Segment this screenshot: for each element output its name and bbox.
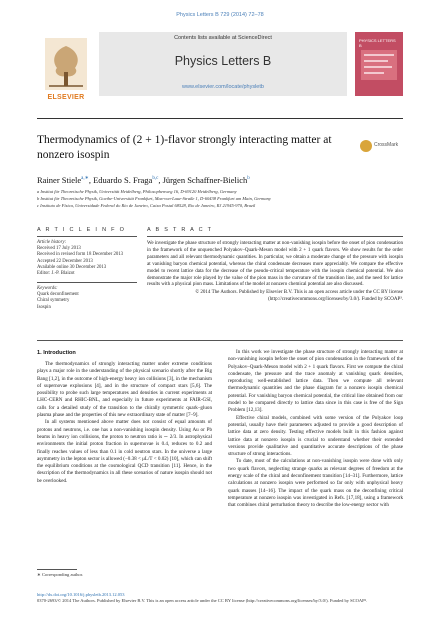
left-column [37,361,212,485]
crossmark-icon [360,140,372,152]
article-info-heading: A R T I C L E I N F O [37,227,126,233]
history-item: Received 17 July 2013 [37,246,81,252]
journal-homepage-link[interactable]: www.elsevier.com/locate/physletb [182,84,264,90]
author-affiliation-marker[interactable]: a,∗ [81,176,89,182]
history-item: Editor: J.-P. Blaizot [37,271,75,277]
right-column [228,349,403,510]
front-matter-rule [37,340,403,341]
elsevier-logo[interactable] [37,32,95,104]
footnote-rule [37,569,77,570]
publisher-name: ELSEVIER [47,94,85,101]
author-affiliation-marker[interactable]: b,c [152,176,159,182]
crossmark-label: CrossMark [374,142,399,148]
journal-citation[interactable]: Physics Letters B 729 (2014) 72–78 [176,12,264,18]
author-list: Rainer Stiele$^{a,∗}$, Eduardo S. Fraga$^{b,c}$, Jürgen Schaffner-Bielich$^b$ [37,175,250,185]
contents-line[interactable]: Contents lists available at ScienceDirect [174,35,272,41]
cover-title: PHYSICS LETTERS B [359,38,396,48]
journal-title: Physics Letters B [174,54,272,68]
author-name[interactable]: Eduardo S. Fraga [93,175,153,185]
history-item: Received in revised form 18 December 2013 [37,252,124,258]
keyword: Isospin [37,304,51,310]
keyword: Chiral symmetry [37,298,70,304]
author-affiliation-marker[interactable]: b [247,176,250,182]
history-label: Article history: [37,240,67,245]
affiliation: b Institut für Theoretische Physik, Goethe-Universität Frankfurt, Max-von-Laue-Straße 1, D-60438 Frankfurt am Main, Germany [37,196,271,201]
affiliation: a Institut für Theoretische Physik, Universität Heidelberg, Philosophenweg 16, D-69120 Heidelberg, Germany [37,189,237,194]
history-item: Accepted 22 December 2013 [37,258,93,264]
journal-cover-thumbnail[interactable] [355,32,403,96]
abstract-text: We investigate the phase structure of strongly interacting matter at non-vanishing isospin before the onset of pion condensation in the framework of the unquenched Polyakov–Quark-Meson model with 2 + 1 quark flavors. We show results for the order parameters and all relevant thermodynamic quantities. In particular, we obtain a moderate change of the pressure with isospin at vanishing baryon chemical potential, whereas the chiral condensate decreases more appreciably. We compare the effective model to recent lattice data for the decrease of the pseudo-critical temperature with the isospin chemical potential. We also demonstrate the major role played by the value of the pion mass in the curvature of the transition line, and the need for lattice results with a physical pion mass. Limitations of the model at nonzero chemical potential are also discussed. [147,241,403,288]
crossmark-badge[interactable] [360,140,402,154]
paragraph: In all systems mentioned above matter does not consist of equal amounts of protons and neutrons, i.e. one has a non-vanishing isospin density. Using Au or Pb beams in heavy ion collisions, the proton to neutron ratio is ∼ 2/3. In astrophysical environments the initial proton fraction in supernovae is 0.4, reduces to 0.2 and finally reaches values of less than 0.1 in cold neutron stars. In the universe a large asymmetry in the lepton sector is allowed (−0.38 < μL/T < 0.02) [10], which can shift the equilibrium conditions at the cosmological QCD transition [11]. Hence, in the description of the thermodynamics in all these scenarios of nature isospin should not be overlooked. [37,419,212,484]
title-line-2: nonzero isospin [37,149,110,161]
section-heading: 1. Introduction [37,350,76,356]
affiliation: c Instituto de Física, Universidade Federal do Rio de Janeiro, Caixa Postal 68528, Rio de Janeiro, RJ 21945-970, Brazil [37,203,256,208]
article-title [37,133,357,163]
keywords-label: Keywords: [37,286,58,291]
journal-masthead [37,26,403,112]
author-name[interactable]: Rainer Stiele [37,175,82,185]
article-bottom-info [37,592,403,604]
keywords-rule [37,282,137,283]
header-divider [37,118,403,119]
corresponding-author-footnote: ∗ Corresponding author. [37,572,84,577]
doi-link[interactable]: http://dx.doi.org/10.1016/j.physletb.2013.12.053 [37,592,125,597]
abstract-rule [147,236,403,237]
abstract-heading: A B S T R A C T [147,227,213,233]
abstract [147,241,403,304]
elsevier-tree-icon [45,38,87,90]
keywords [37,286,142,311]
history-item: Available online 30 December 2013 [37,264,107,270]
author-name[interactable]: Jürgen Schaffner-Bielich [162,175,248,185]
paragraph: To date, most of the calculations at non-vanishing isospin were done with only two quark flavors, neglecting strange quarks as relevant degrees of freedom at the energy scale of the chiral and deconfinement transition [14–31]. Furthermore, lattice calculations at nonzero isospin were performed so far only with unphysical heavy quark masses [14–16]. The impact of the quark mass on the deconfining critical temperature at nonzero isospin was investigated in Refs. [17,18], using a framework that combines chiral perturbation theory to describe the low-energy sector with [228,458,403,509]
abstract-license[interactable]: © 2014 The Authors. Published by Elsevier B.V. This is an open access article under the CC BY license (http://creativecommons.org/licenses/by/3.0/). Funded by SCOAP³. [195,290,403,303]
cover-decoration-icon [361,50,397,80]
paragraph: In this work we investigate the phase structure of strongly interacting matter at non-vanishing isospin before the onset of pion condensation in the framework of the Polyakov–Quark-Meson model with 2 + 1 quark flavors. First we compute the chiral condensate, the pressure and the trace anomaly at vanishing quark densities, reproducing well-established lattice data. Then we compute all relevant thermodynamic quantities and the phase diagram for a nonzero isospin chemical potential. For vanishing baryon chemical potential, the critical line obtained from our model to be compared directly to lattice data since in this case is free of the Sign Problem [12,13]. [228,349,403,414]
paragraph: Effective chiral models, combined with some version of the Polyakov loop potential, usually have their parameters adjusted to provide a good description of lattice data at zero density. Testing effective models built in this fashion against lattice data at nonzero isospin is crucial to understand whether their extended versions provide qualitative and quantitative accurate descriptions of the phase structure of strong interactions. [228,414,403,458]
copyright-notice: 0370-2693/© 2014 The Authors. Published by Elsevier B.V. This is an open access article under the CC BY license (http://creativecommons.org/licenses/by/3.0/). Funded by SCOAP³. [37,598,368,603]
article-info-rule [37,236,137,237]
article-history [37,240,142,277]
paragraph: The thermodynamics of strongly interacting matter under extreme conditions plays a major role in the understanding of the physical scenario shortly after the Big Bang [1,2], in the outcome of high-energy heavy ion collisions [3], in the mechanism of supernovae explosions [4], and in the structure of compact stars [5,6]. The possibility to probe such large temperatures and densities in current experiments at LHC-CERN and RHIC-BNL, and especially in future experiments at FAIR-GSI, calls for a detailed study of the transition to the chirally symmetric quark–gluon plasma phase and the properties of this new extraordinary state of matter [7–9]. [37,361,212,419]
keyword: Quark deconfinement [37,292,79,298]
title-line-1: Thermodynamics of (2 + 1)-flavor strongly interacting matter at [37,134,332,146]
